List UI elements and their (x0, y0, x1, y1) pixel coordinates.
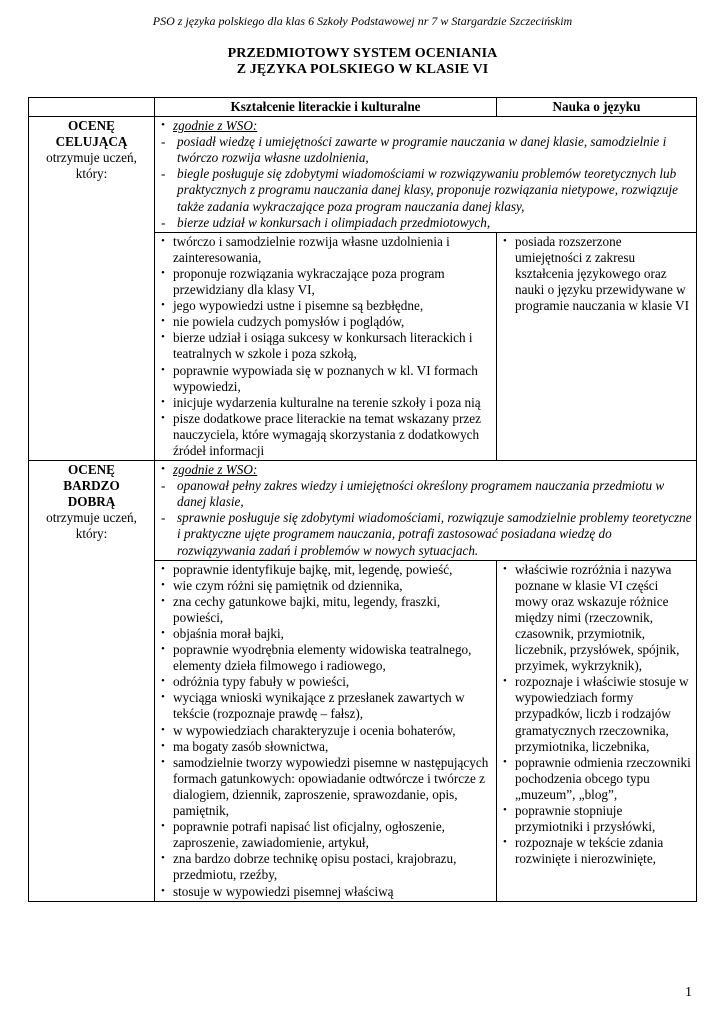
page-number: 1 (685, 985, 692, 1000)
literary-item: • zna cechy gatunkowe bajki, mitu, legendy, fraszki, powieści, (159, 594, 492, 626)
literary-item: • poprawnie wypowiada się w poznanych w kl. VI formach wypowiedzi, (159, 363, 492, 395)
column-header-grade (29, 98, 155, 117)
wso-item: - posiadł wiedzę i umiejętności zawarte w programie nauczania w danej klasie, samodzielnie i twórczo rozwija własne uzdolnienia, (159, 134, 692, 166)
document-title-line-2: Z JĘZYKA POLSKIEGO W KLASIE VI (236, 62, 489, 77)
language-item: • posiada rozszerzone umiejętności z zakresu kształcenia językowego oraz nauki o języku przewidywane w programie nauczania w klasie VI (501, 234, 692, 314)
language-item: • właściwie rozróżnia i nazywa poznane w klasie VI części mowy oraz wskazuje różnice między nimi (rzeczownik, czasownik, przymiotnik, liczebnik, przysłówek, spójnik, przyimek, wykrzyknik), (501, 562, 692, 675)
literary-item: • poprawnie wyodrębnia elementy widowiska teatralnego, elementy dzieła filmowego i radiowego, (159, 642, 492, 674)
wso-item: - opanował pełny zakres wiedzy i umiejętności określony programem nauczania przedmiotu w danej klasie, (159, 478, 692, 510)
grade-name-line: OCENĘ (68, 118, 115, 134)
literary-item: • objaśnia morał bajki, (159, 626, 492, 642)
wso-intro: • zgodnie z WSO: (159, 118, 692, 134)
literary-item: • wie czym różni się pamiętnik od dziennika, (159, 578, 492, 594)
literary-criteria-cell (155, 560, 497, 901)
literary-item: • samodzielnie tworzy wypowiedzi pisemne w następujących formach gatunkowych: opowiadanie odtwórcze i twórcze z dialogiem, dziennik, zaproszenie, sprawozdanie, opis, pamiętnik, (159, 755, 492, 819)
grade-subtitle-line: który: (75, 166, 108, 182)
grade-name-line: OCENĘ (68, 462, 115, 478)
language-item: • poprawnie odmienia rzeczowniki pochodzenia obcego typu „muzeum”, „blog”, (501, 755, 692, 803)
literary-item: • twórczo i samodzielnie rozwija własne uzdolnienia i zainteresowania, (159, 234, 492, 266)
grading-table (28, 97, 697, 902)
literary-item: • pisze dodatkowe prace literackie na temat wskazany przez nauczyciela, które wymagają skorzystania z dodatkowych źródeł informacji (159, 411, 492, 459)
wso-item: - biegle posługuje się zdobytymi wiadomościami w rozwiązywaniu problemów teoretycznych lub praktycznych z programu nauczania danej klasy, proponuje rozwiązania nietypowe, rozwiązuje także zadania wykraczające poza program nauczania danej klasy, (159, 166, 692, 214)
literary-item: • proponuje rozwiązania wykraczające poza program przewidziany dla klasy VI, (159, 266, 492, 298)
literary-item: • stosuje w wypowiedzi pisemnej właściwą (159, 884, 492, 900)
language-criteria-cell (497, 232, 697, 460)
grade-name-line: CELUJĄCĄ (55, 134, 128, 150)
literary-item: • poprawnie identyfikuje bajkę, mit, legendę, powieść, (159, 562, 492, 578)
grade-subtitle-line: otrzymuje uczeń, (46, 150, 137, 166)
wso-requirements-cell (155, 117, 697, 233)
literary-item: • jego wypowiedzi ustne i pisemne są bezbłędne, (159, 298, 492, 314)
grade-cell (29, 461, 155, 902)
literary-item: • wyciąga wnioski wynikające z przesłanek zawartych w tekście (rozpoznaje prawdę – fałsz), (159, 690, 492, 722)
grade-subtitle-line: otrzymuje uczeń, (46, 510, 137, 526)
language-criteria-cell-list (501, 234, 692, 314)
literary-item: • odróżnia typy fabuły w powieści, (159, 674, 492, 690)
literary-item: • zna bardzo dobrze technikę opisu postaci, krajobrazu, przedmiotu, rzeźby, (159, 851, 492, 883)
grade-wso-row (29, 461, 697, 561)
language-item: • poprawnie stopniuje przymiotniki i przysłówki, (501, 803, 692, 835)
wso-requirements-cell (155, 461, 697, 561)
literary-criteria-cell-list (159, 234, 492, 459)
grade-subtitle-line: który: (75, 526, 108, 542)
literary-item: • bierze udział i osiąga sukcesy w konkursach literackich i teatralnych w szkole i poza szkołą, (159, 330, 492, 362)
column-header-literary: Kształcenie literackie i kulturalne (155, 98, 497, 117)
language-criteria-cell (497, 560, 697, 901)
grade-name-line: DOBRĄ (67, 494, 116, 510)
document-title-line-1: PRZEDMIOTOWY SYSTEM OCENIANIA (227, 46, 498, 61)
literary-criteria-cell-list (159, 562, 492, 900)
table-header-row (29, 98, 697, 117)
page-header: PSO z języka polskiego dla klas 6 Szkoły Podstawowej nr 7 w Stargardzie Szczecińskim (152, 14, 573, 28)
column-header-language: Nauka o języku (497, 98, 697, 117)
wso-item: - bierze udział w konkursach i olimpiadach przedmiotowych, (159, 215, 692, 231)
literary-item: • w wypowiedziach charakteryzuje i ocenia bohaterów, (159, 723, 492, 739)
table-body (29, 117, 697, 902)
wso-item: - sprawnie posługuje się zdobytymi wiadomościami, rozwiązuje samodzielnie problemy teoretyczne i praktyczne ujęte programem nauczania, potrafi zastosować posiadana wiedzę do rozwiązywania zadań i problemów w nowych sytuacjach. (159, 510, 692, 558)
language-item: • rozpoznaje i właściwie stosuje w wypowiedziach formy przypadków, liczb i rodzajów gramatycznych rzeczownika, przymiotnika, liczebnika, (501, 674, 692, 754)
language-criteria-cell-list (501, 562, 692, 868)
grade-name-line: BARDZO (63, 478, 120, 494)
literary-criteria-cell (155, 232, 497, 460)
literary-item: • nie powiela cudzych pomysłów i poglądów, (159, 314, 492, 330)
wso-intro: • zgodnie z WSO: (159, 462, 692, 478)
literary-item: • ma bogaty zasób słownictwa, (159, 739, 492, 755)
literary-item: • inicjuje wydarzenia kulturalne na terenie szkoły i poza nią (159, 395, 492, 411)
literary-item: • poprawnie potrafi napisać list oficjalny, ogłoszenie, zaproszenie, zawiadomienie, artykuł, (159, 819, 492, 851)
grade-wso-row (29, 117, 697, 233)
grade-cell (29, 117, 155, 461)
language-item: • rozpoznaje w tekście zdania rozwinięte i nierozwinięte, (501, 835, 692, 867)
